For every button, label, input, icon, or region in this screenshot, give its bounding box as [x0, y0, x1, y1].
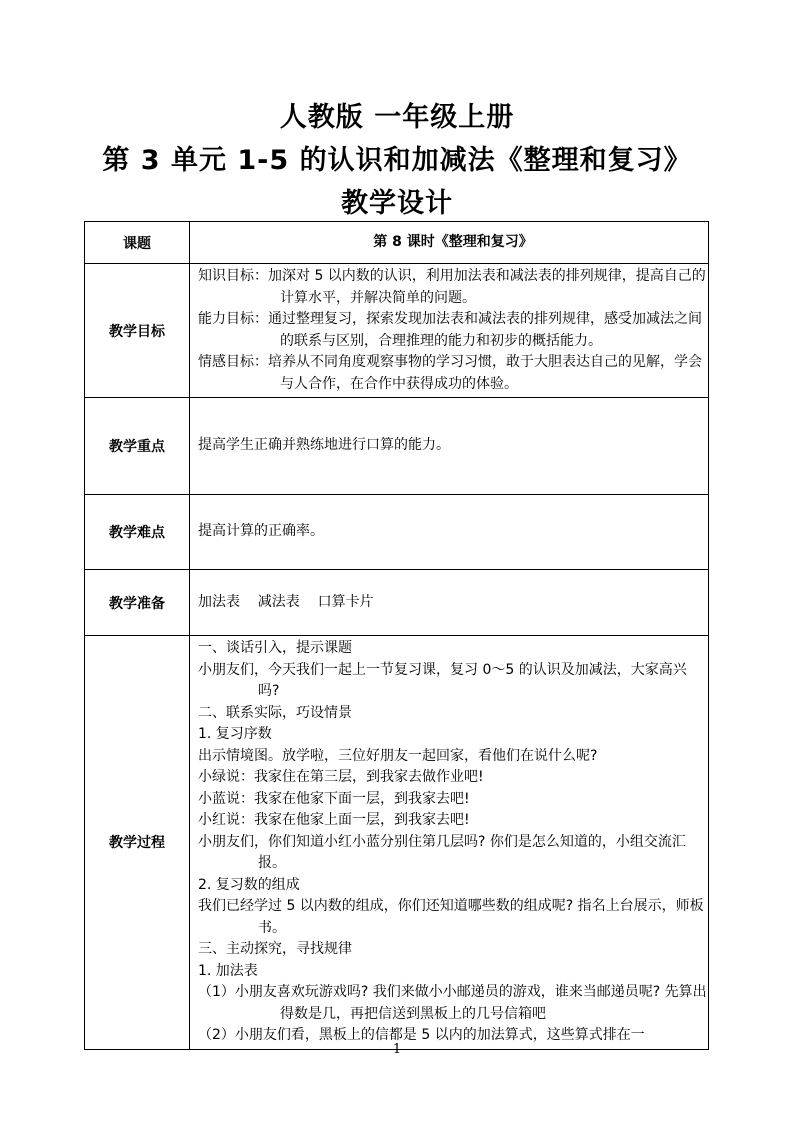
- goal-emotion: 情感目标：培养从不同角度观察事物的学习习惯，敢于大胆表达自己的见解，学会与人合作，在合作中获得成功的体验。: [198, 354, 702, 392]
- row-key-point: [85, 398, 709, 495]
- process-line: 二、联系实际，巧设情景: [198, 704, 352, 721]
- preparation-label: 教学准备: [85, 570, 190, 636]
- process-label: 教学过程: [85, 636, 190, 1050]
- process-line: 出示情境图。放学啦，三位好朋友一起回家，看他们在说什么呢?: [198, 747, 598, 764]
- process-line: 1. 加法表: [198, 962, 258, 979]
- goal-ability: 能力目标：通过整理复习，探索发现加法表和减法表的排列规律，感受加减法之间的联系与区别，合理推理的能力和初步的概括能力。: [198, 311, 702, 349]
- key-point-value: 提高学生正确并熟练地进行口算的能力。: [190, 398, 709, 495]
- process-line: 小红说：我家在他家上面一层，到我家去吧!: [198, 812, 470, 828]
- lesson-plan-table: [84, 221, 709, 1050]
- process-line: 一、谈话引入，提示课题: [198, 640, 352, 656]
- process-line: 2. 复习数的组成: [198, 876, 300, 893]
- document-title: [0, 96, 794, 225]
- row-topic: [85, 222, 709, 264]
- difficulty-value: 提高计算的正确率。: [190, 495, 709, 570]
- topic-value: 第 8 课时《整理和复习》: [190, 222, 709, 264]
- preparation-value: 加法表 减法表 口算卡片: [190, 570, 709, 636]
- process-line: 小朋友们，你们知道小红小蓝分别住第几层吗? 你们是怎么知道的，小组交流汇报。: [198, 833, 686, 871]
- process-line: 我们已经学过 5 以内数的组成，你们还知道哪些数的组成呢? 指名上台展示，师板书。: [198, 898, 704, 936]
- difficulty-label: 教学难点: [85, 495, 190, 570]
- process-cell: [190, 636, 709, 1050]
- process-line: 小朋友们，今天我们一起上一节复习课，复习 0～5 的认识及加减法，大家高兴吗?: [198, 661, 687, 699]
- process-line: 1. 复习序数: [198, 726, 272, 742]
- process-line: 三、主动探究，寻找规律: [198, 941, 352, 957]
- title-line-3: 教学设计: [341, 188, 453, 219]
- process-line: （2）小朋友们看，黑板上的信都是 5 以内的加法算式，这些算式排在一: [198, 1027, 645, 1043]
- goals-cell: [190, 264, 709, 398]
- topic-label: 课题: [85, 222, 190, 264]
- process-line: 小绿说：我家住在第三层，到我家去做作业吧!: [198, 769, 484, 785]
- page-number: 1: [392, 1042, 402, 1057]
- row-goals: [85, 264, 709, 398]
- row-process: [85, 636, 709, 1050]
- title-line-1: 人教版 一年级上册: [279, 102, 515, 133]
- goal-knowledge: 知识目标：加深对 5 以内数的认识，利用加法表和减法表的排列规律，提高自己的计算水平，并解决简单的问题。: [198, 268, 706, 306]
- row-preparation: [85, 570, 709, 636]
- row-difficulty: [85, 495, 709, 570]
- process-line: （1）小朋友喜欢玩游戏吗? 我们来做小小邮递员的游戏，谁来当邮递员呢? 先算出得数是几，再把信送到黑板上的几号信箱吧: [198, 984, 707, 1022]
- key-point-label: 教学重点: [85, 398, 190, 495]
- title-line-2: 第 3 单元 1-5 的认识和加减法《整理和复习》: [102, 145, 692, 176]
- process-line: 小蓝说：我家在他家下面一层，到我家去吧!: [198, 790, 470, 807]
- goals-label: 教学目标: [85, 264, 190, 398]
